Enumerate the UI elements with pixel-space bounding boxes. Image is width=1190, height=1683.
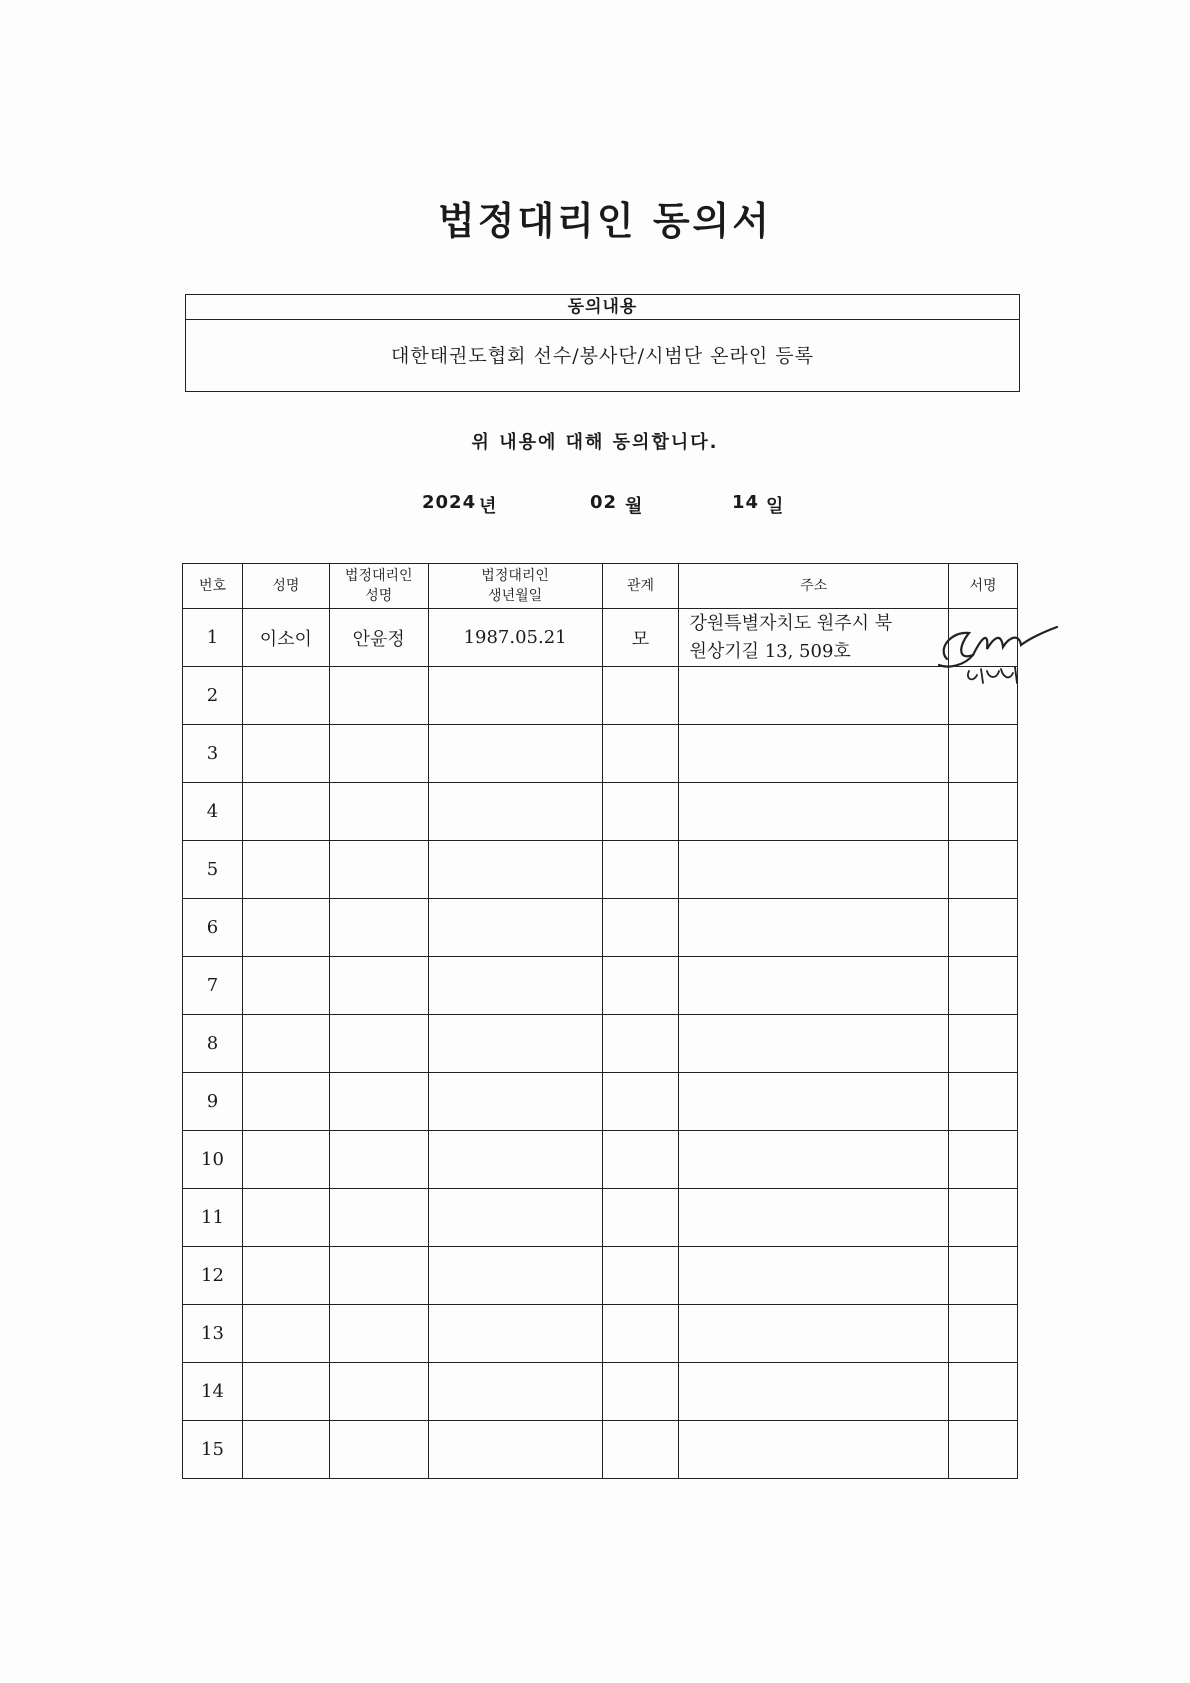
header-no: 번호 [183,564,243,609]
cell-name [242,1189,329,1247]
table-row [183,667,1018,725]
cell-guardian-name [329,1363,428,1421]
cell-name [242,783,329,841]
cell-address [679,1305,949,1363]
date-month: 02 [590,492,618,513]
cell-name [242,667,329,725]
cell-no: 15 [183,1421,243,1479]
cell-address [679,725,949,783]
date-day: 14 [732,492,760,513]
cell-no: 12 [183,1247,243,1305]
cell-signature [949,725,1018,783]
cell-relation [602,841,679,899]
table-row [183,841,1018,899]
cell-name [242,725,329,783]
consent-header: 동의내용 [186,295,1019,320]
cell-name [242,841,329,899]
cell-guardian-name [329,725,428,783]
cell-guardian-birth [428,1189,602,1247]
cell-no: 3 [183,725,243,783]
cell-signature [949,667,1018,725]
cell-guardian-birth [428,1073,602,1131]
cell-signature [949,1421,1018,1479]
header-guardian-birth-line2: 생년월일 [488,588,543,604]
header-relation: 관계 [602,564,679,609]
cell-relation [602,725,679,783]
cell-name [242,957,329,1015]
cell-guardian-birth: 1987.05.21 [428,609,602,667]
cell-guardian-name [329,1305,428,1363]
table-row [183,1421,1018,1479]
cell-guardian-name [329,841,428,899]
date-year: 2024 [422,492,477,513]
date-month-unit: 월 [625,496,644,517]
cell-address [679,1131,949,1189]
cell-no: 7 [183,957,243,1015]
cell-signature [949,1131,1018,1189]
cell-no: 2 [183,667,243,725]
cell-signature [949,609,1018,667]
date-year-unit: 년 [479,496,498,517]
cell-name [242,899,329,957]
cell-guardian-name [329,1131,428,1189]
cell-signature [949,1189,1018,1247]
cell-name [242,1247,329,1305]
table-row [183,1363,1018,1421]
table-row [183,1131,1018,1189]
header-guardian-name [329,564,428,609]
cell-name: 이소이 [242,609,329,667]
cell-address [679,1015,949,1073]
cell-relation [602,1421,679,1479]
cell-address [679,1189,949,1247]
cell-name [242,1421,329,1479]
cell-name [242,1073,329,1131]
cell-signature [949,783,1018,841]
cell-relation [602,1131,679,1189]
cell-address [679,957,949,1015]
cell-signature [949,957,1018,1015]
cell-guardian-birth [428,725,602,783]
cell-no: 1 [183,609,243,667]
cell-guardian-name [329,783,428,841]
cell-guardian-name [329,1421,428,1479]
cell-signature [949,841,1018,899]
table-row [183,1247,1018,1305]
cell-signature [949,1015,1018,1073]
cell-relation [602,899,679,957]
cell-guardian-birth [428,1363,602,1421]
header-address: 주소 [679,564,949,609]
cell-address [679,609,949,667]
cell-address [679,667,949,725]
cell-relation [602,1189,679,1247]
table-row [183,725,1018,783]
cell-no: 5 [183,841,243,899]
cell-guardian-name: 안윤정 [329,609,428,667]
cell-signature [949,1073,1018,1131]
cell-address [679,1247,949,1305]
cell-guardian-birth [428,957,602,1015]
cell-no: 6 [183,899,243,957]
cell-no: 11 [183,1189,243,1247]
table-row [183,957,1018,1015]
address-line1: 강원특별자치도 원주시 북 [689,612,893,634]
cell-guardian-name [329,1073,428,1131]
cell-guardian-birth [428,1015,602,1073]
cell-name [242,1305,329,1363]
header-signature: 서명 [949,564,1018,609]
registration-table [182,563,1018,1479]
cell-relation [602,1363,679,1421]
cell-guardian-name [329,899,428,957]
cell-relation [602,1073,679,1131]
cell-name [242,1363,329,1421]
cell-address [679,841,949,899]
agree-statement: 위 내용에 대해 동의합니다. [471,432,719,453]
cell-guardian-name [329,1015,428,1073]
cell-signature [949,1363,1018,1421]
cell-name [242,1131,329,1189]
address-line2: 원상기길 13, 509호 [689,640,851,662]
cell-signature [949,1305,1018,1363]
cell-address [679,899,949,957]
cell-relation [602,1247,679,1305]
table-row [183,1189,1018,1247]
cell-no: 10 [183,1131,243,1189]
cell-address [679,1363,949,1421]
header-guardian-birth [428,564,602,609]
cell-guardian-birth [428,899,602,957]
cell-guardian-name [329,1189,428,1247]
document-title: 법정대리인 동의서 [438,199,772,243]
cell-relation [602,667,679,725]
table-body [183,609,1018,1479]
consent-box [185,294,1020,392]
consent-body: 대한태권도협회 선수/봉사단/시범단 온라인 등록 [390,345,814,367]
cell-guardian-birth [428,841,602,899]
header-guardian-birth-line1: 법정대리인 [481,568,549,584]
cell-guardian-name [329,1247,428,1305]
cell-guardian-name [329,667,428,725]
cell-no: 13 [183,1305,243,1363]
cell-guardian-birth [428,1305,602,1363]
table-row [183,1073,1018,1131]
cell-address [679,1073,949,1131]
cell-relation [602,783,679,841]
cell-guardian-name [329,957,428,1015]
date-day-unit: 일 [766,496,785,517]
cell-guardian-birth [428,1421,602,1479]
cell-address [679,783,949,841]
table-row [183,1015,1018,1073]
cell-signature [949,899,1018,957]
cell-name [242,1015,329,1073]
table-row [183,899,1018,957]
header-guardian-name-line1: 법정대리인 [344,568,413,584]
table-row [183,783,1018,841]
cell-signature [949,1247,1018,1305]
table-row [183,1305,1018,1363]
table-row [183,609,1018,667]
cell-relation: 모 [602,609,679,667]
header-name: 성명 [242,564,329,609]
cell-guardian-birth [428,667,602,725]
cell-no: 8 [183,1015,243,1073]
cell-address [679,1421,949,1479]
cell-guardian-birth [428,1247,602,1305]
cell-relation [602,957,679,1015]
cell-relation [602,1305,679,1363]
header-guardian-name-line2: 성명 [365,588,393,604]
cell-no: 14 [183,1363,243,1421]
cell-guardian-birth [428,1131,602,1189]
cell-no: 4 [183,783,243,841]
cell-guardian-birth [428,783,602,841]
table-header-row [183,564,1018,609]
cell-relation [602,1015,679,1073]
cell-no: 9 [183,1073,243,1131]
